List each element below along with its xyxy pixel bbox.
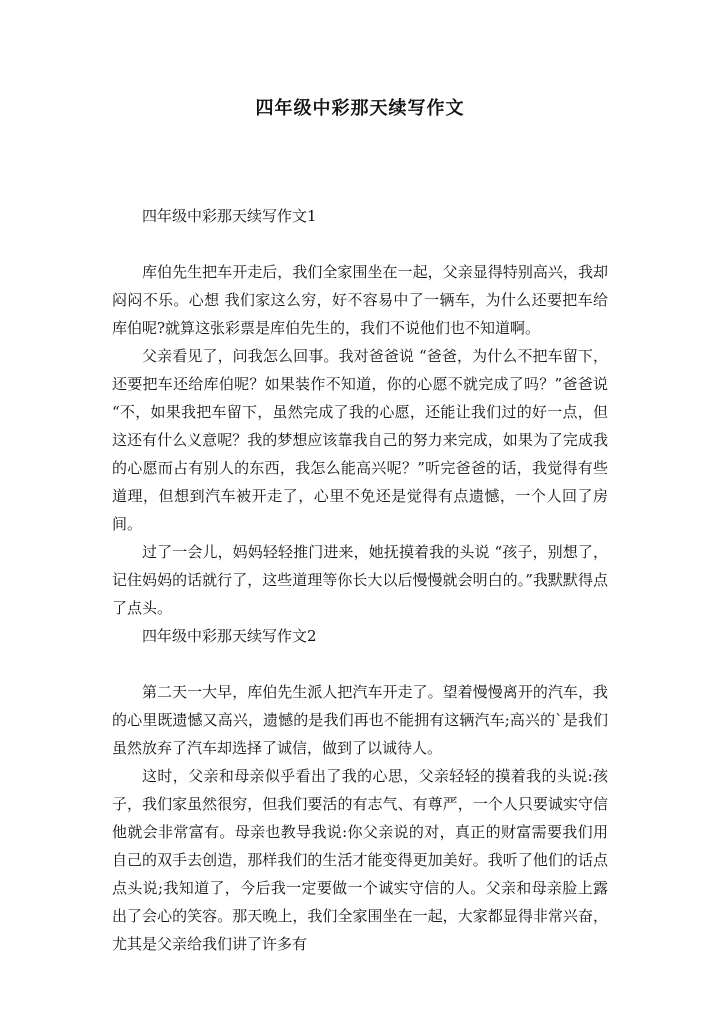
document-title: 四年级中彩那天续写作文 xyxy=(255,98,465,119)
paragraph: 过了一会儿，妈妈轻轻推门进来，她抚摸着我的头说 “孩子，别想了，记住妈妈的话就行了，这些道理等你长大以后慢慢就会明白的。”我默默得点了点头。 xyxy=(112,543,608,617)
section-heading-1: 四年级中彩那天续写作文1 xyxy=(142,207,317,225)
paragraph: 第二天一大早，库伯先生派人把汽车开走了。望着慢慢离开的汽车，我的心里既遗憾又高兴，遗憾的是我们再也不能拥有这辆汽车;高兴的`是我们虽然放弃了汽车却选择了诚信，做到了以诚待人。 xyxy=(112,683,608,757)
paragraph: 这时，父亲和母亲似乎看出了我的心思，父亲轻轻的摸着我的头说:孩子，我们家虽然很穷，但我们要活的有志气、有尊严，一个人只要诚实守信他就会非常富有。母亲也教导我说:你父亲说的对，真正的财富需要我们用自己的双手去创造，那样我们的生活才能变得更加美好。我听了他们的话点点头说;我知道了，今后我一定要做一个诚实守信的人。父亲和母亲脸上露出了会心的笑容。那天晚上，我们全家围坐在一起，大家都显得非常兴奋，尤其是父亲给我们讲了许多有 xyxy=(112,767,608,953)
spacer xyxy=(112,230,608,258)
paragraph: 库伯先生把车开走后，我们全家围坐在一起，父亲显得特别高兴，我却闷闷不乐。心想 我们家这么穷，好不容易中了一辆车，为什么还要把车给库伯呢?就算这张彩票是库伯先生的，我们不说他们也不知道啊。 xyxy=(112,263,608,337)
paragraph: 父亲看见了，问我怎么回事。我对爸爸说 “爸爸，为什么不把车留下，还要把车还给库伯呢？如果装作不知道，你的心愿不就完成了吗？”爸爸说 “不，如果我把车留下，虽然完成了我的心愿，还能让我们过的好一点，但这还有什么义意呢？我的梦想应该靠我自己的努力来完成，如果为了完成我的心愿而占有别人的东西，我怎么能高兴呢？”听完爸爸的话，我觉得有些道理，但想到汽车被开走了，心里不免还是觉得有点遗憾，一个人回了房间。 xyxy=(112,347,608,533)
section-heading-2: 四年级中彩那天续写作文2 xyxy=(142,627,317,645)
spacer xyxy=(112,650,608,678)
document-body xyxy=(112,202,608,958)
